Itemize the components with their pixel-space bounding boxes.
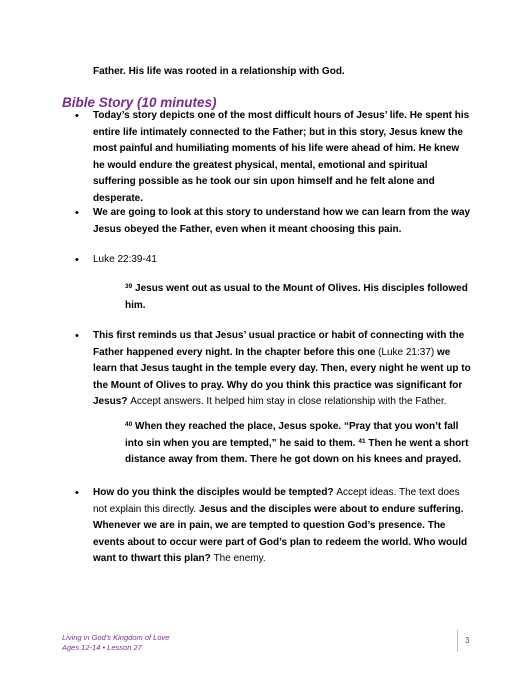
verse-number: 39 [125, 283, 133, 290]
scripture-citation: (Luke 21:37) [378, 346, 435, 358]
verse-number: 41 [358, 437, 366, 445]
footer-subtitle [62, 643, 169, 653]
bullet-marker: • [75, 254, 79, 266]
footer-separator: • [102, 643, 106, 652]
bullet-marker: • [75, 207, 79, 219]
paragraph-text: This first reminds us that Jesus’ usual practice or habit of connecting with the Father happened every night. In the chapter before this one [93, 330, 465, 358]
bullet-paragraph-4 [93, 328, 473, 411]
verse-text: When they reached the place, Jesus spoke. “Pray that you won’t fall into sin when you are tempted,” he said to them. [125, 421, 459, 449]
verse-text: Jesus went out as usual to the Mount of Olives. His disciples followed him. [125, 283, 468, 311]
verse-block-40-41 [125, 419, 470, 469]
footer-divider [457, 630, 458, 652]
footer-title: Living in God’s Kingdom of Love [62, 633, 170, 642]
footer-lesson: Lesson 27 [107, 643, 142, 652]
leader-answer: Accept ideas. The text does not explain this directly. [93, 487, 460, 515]
intro-line: Father. His life was rooted in a relationship with God. [93, 66, 345, 77]
bullet-paragraph-1: Today’s story depicts one of the most difficult hours of Jesus’ life. He spent his entire life intimately connected to the Father; but in this story, Jesus knew the most painful and humiliating moments of his life were ahead of him. He knew he would endure the greatest physical, mental, emotional and spiritual suffering possible as he took our sin upon himself and he felt alone and desperate. [93, 110, 470, 204]
paragraph-text: we learn that Jesus taught in the temple every day. Then, every night he went up to the Mount of Olives to pray. Why do you think this practice was significant for Jesus? [93, 346, 471, 408]
bullet-marker: • [75, 330, 79, 342]
footer-title-block [62, 633, 169, 653]
bullet-paragraph-5 [93, 485, 473, 568]
leader-answer: The enemy. [213, 553, 266, 565]
section-heading: Bible Story (10 minutes) [62, 95, 217, 110]
bullet-marker: • [75, 110, 79, 122]
question-text: How do you think the disciples would be tempted? [93, 487, 334, 498]
page-number: 3 [465, 636, 470, 645]
bullet-marker: • [75, 487, 79, 499]
verse-text: Then he went a short distance away from them. There he got down on his knees and prayed. [125, 437, 469, 466]
verse-number: 40 [125, 421, 133, 428]
leader-answer: Accept answers. It helped him stay in close relationship with the Father. [130, 396, 447, 408]
verse-block-39 [125, 281, 470, 314]
footer-ages: Ages 12-14 [62, 643, 101, 652]
bullet-paragraph-2: We are going to look at this story to understand how we can learn from the way Jesus obeyed the Father, even when it meant choosing this pain. [93, 207, 471, 235]
scripture-reference: Luke 22:39-41 [93, 254, 157, 265]
question-text: Jesus and the disciples were about to endure suffering. Whenever we are in pain, we are tempted to question God’s presence. The events about to occur were part of God’s plan to redeem the world. Who would want to thwart this plan? [93, 503, 468, 565]
